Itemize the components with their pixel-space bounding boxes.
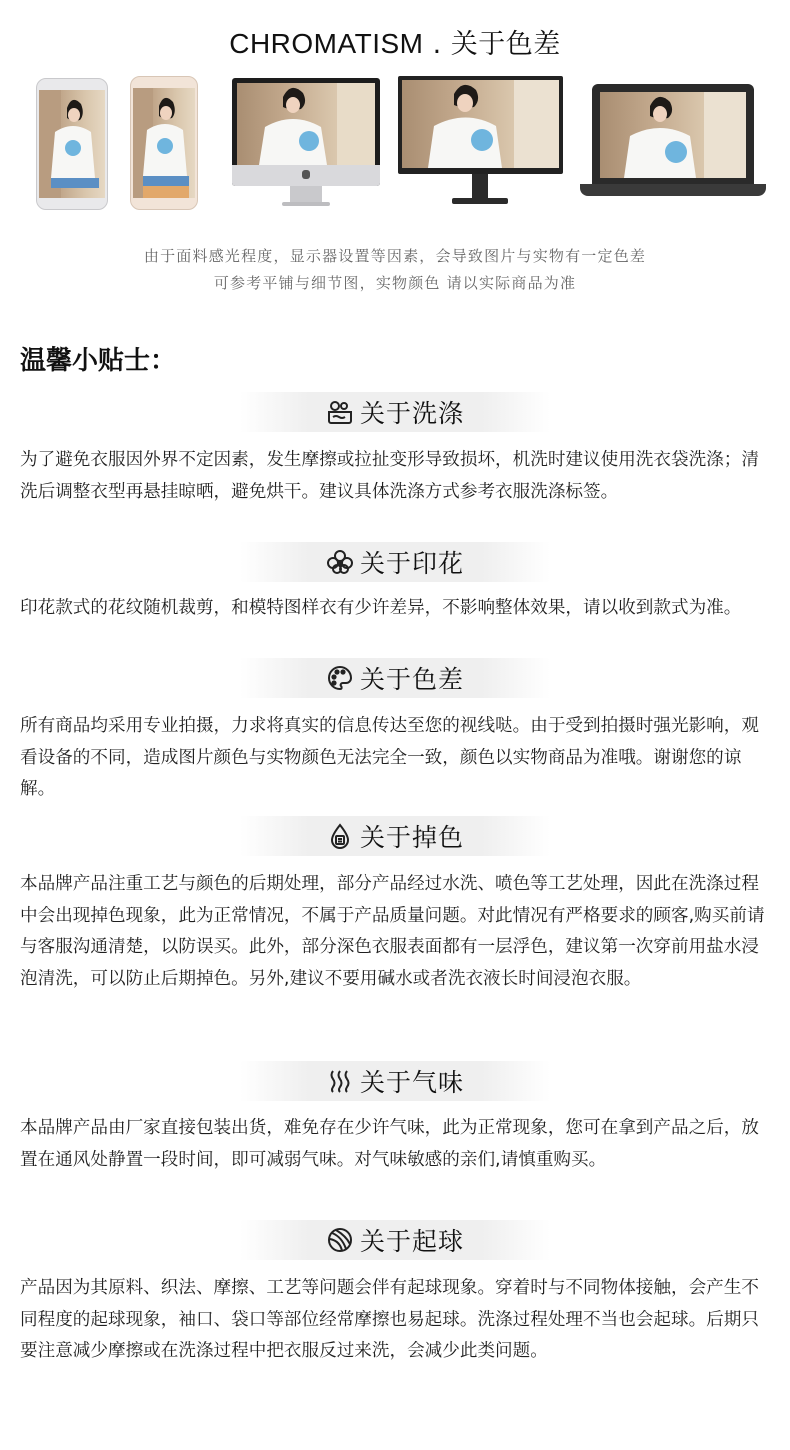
drop-icon [326, 822, 354, 850]
section-text-washing: 为了避免衣服因外界不定因素，发生摩擦或拉扯变形导致损坏，机洗时建议使用洗衣袋洗涤；清洗后调整衣型再悬挂晾晒，避免烘干。建议具体洗涤方式参考衣服洗涤标签。 [20, 450, 759, 502]
section-text-fading: 本品牌产品注重工艺与颜色的后期处理，部分产品经过水洗、喷色等工艺处理，因此在洗涤过程中会出现掉色现象，此为正常情况，不属于产品质量问题。对此情况有严格要求的顾客,购买前请与客服沟通清楚，以防误买。此外，部分深色衣服表面都有一层浮色，建议第一次穿前用盐水浸泡清洗，可以防止后期掉色。另外,建议不要用碱水或者洗衣液长时间浸泡衣服。 [20, 874, 765, 989]
section-header-fading [240, 816, 550, 856]
section-header-color [240, 658, 550, 698]
yarn-ball-icon [326, 1226, 354, 1254]
section-title: 关于起球 [359, 1227, 464, 1256]
title-separator: . [432, 29, 442, 60]
section-header-odor [240, 1061, 550, 1101]
odor-icon [326, 1067, 354, 1095]
section-text-pilling: 产品因为其原料、织法、摩擦、工艺等问题会伴有起球现象。穿着时与不同物体接触，会产生不同程度的起球现象，袖口、袋口等部位经常摩擦也易起球。洗涤过程处理不当也会起球。后期只要注意减少摩擦或在洗涤过程中把衣服反过来洗，会减少此类问题。 [20, 1278, 759, 1361]
page-title [0, 22, 790, 61]
phone-silver [36, 78, 108, 210]
imac [232, 78, 380, 208]
phone-gold [130, 76, 198, 210]
section-header-washing [240, 392, 550, 432]
section-title: 关于印花 [359, 549, 464, 578]
flower-icon [326, 548, 354, 576]
section-header-print [240, 542, 550, 582]
section-title: 关于掉色 [359, 823, 464, 852]
device-comparison-image [0, 72, 790, 217]
color-difference-note-line1: 由于面料感光程度，显示器设置等因素，会导致图片与实物有一定色差 [143, 247, 647, 265]
section-text-color: 所有商品均采用专业拍摄，力求将真实的信息传达至您的视线哒。由于受到拍摄时强光影响，观看设备的不同，造成图片颜色与实物颜色无法完全一致，颜色以实物商品为准哦。谢谢您的谅解。 [20, 716, 759, 799]
laundry-icon [326, 398, 354, 426]
section-title: 关于洗涤 [359, 399, 464, 428]
tips-heading: 温馨小贴士： [20, 346, 177, 376]
title-english: CHROMATISM [229, 28, 424, 59]
palette-icon [326, 664, 354, 692]
monitor [398, 76, 563, 210]
laptop [580, 84, 766, 206]
section-title: 关于色差 [359, 665, 464, 694]
title-chinese: 关于色差 [450, 29, 561, 60]
section-header-pilling [240, 1220, 550, 1260]
section-text-print: 印花款式的花纹随机裁剪，和模特图样衣有少许差异，不影响整体效果，请以收到款式为准。 [20, 598, 742, 618]
section-title: 关于气味 [359, 1068, 464, 1097]
color-difference-note-line2: 可参考平铺与细节图，实物颜色 请以实际商品为准 [213, 274, 577, 292]
section-text-odor: 本品牌产品由厂家直接包装出货，难免存在少许气味，此为正常现象，您可在拿到产品之后，放置在通风处静置一段时间，即可减弱气味。对气味敏感的亲们,请慎重购买。 [20, 1118, 759, 1170]
